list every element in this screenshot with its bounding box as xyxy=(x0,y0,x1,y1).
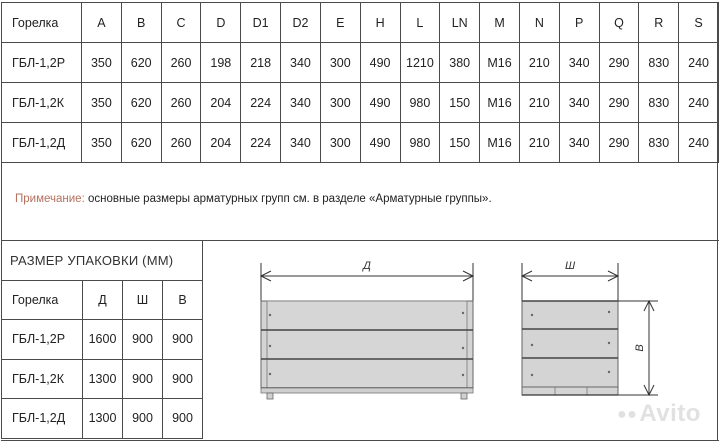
header-cell: N xyxy=(519,3,559,43)
value-cell: M16 xyxy=(480,43,520,83)
value-cell: 980 xyxy=(400,123,440,163)
value-cell: 1600 xyxy=(83,320,123,360)
value-cell: 620 xyxy=(121,83,161,123)
value-cell: 218 xyxy=(241,43,281,83)
value-cell: 830 xyxy=(639,43,679,83)
value-cell: 240 xyxy=(679,43,719,83)
packaging-table xyxy=(1,240,203,439)
value-cell: 290 xyxy=(599,43,639,83)
value-cell: 300 xyxy=(320,123,360,163)
value-cell: 900 xyxy=(163,359,203,399)
value-cell: 260 xyxy=(161,83,201,123)
header-cell: D1 xyxy=(241,3,281,43)
value-cell: 350 xyxy=(82,123,122,163)
value-cell: 340 xyxy=(559,43,599,83)
table-header-row xyxy=(2,3,719,43)
value-cell: 1300 xyxy=(83,359,123,399)
value-cell: 240 xyxy=(679,83,719,123)
header-cell: Горелка xyxy=(2,3,82,43)
header-cell: P xyxy=(559,3,599,43)
model-cell: ГБЛ-1,2К xyxy=(2,83,82,123)
height-dimension-label: В xyxy=(634,344,646,352)
watermark-text: Avito xyxy=(639,400,701,427)
value-cell: 900 xyxy=(123,399,163,439)
value-cell: 620 xyxy=(121,43,161,83)
value-cell: 224 xyxy=(241,83,281,123)
value-cell: 830 xyxy=(639,83,679,123)
model-cell: ГБЛ-1,2Д xyxy=(2,123,82,163)
table-row xyxy=(2,359,203,399)
note-body: основные размеры арматурных групп см. в разделе «Арматурные группы». xyxy=(84,193,492,205)
length-dimension-label: Д xyxy=(363,260,371,272)
avito-watermark xyxy=(617,400,701,428)
table-row xyxy=(2,123,719,163)
note-label: Примечание: xyxy=(15,193,85,205)
model-cell: ГБЛ-1,2Р xyxy=(2,43,82,83)
value-cell: 350 xyxy=(82,43,122,83)
value-cell: 150 xyxy=(440,83,480,123)
value-cell: 150 xyxy=(440,123,480,163)
value-cell: 204 xyxy=(201,123,241,163)
header-cell: Ш xyxy=(123,280,163,320)
note-frame-left xyxy=(1,162,2,242)
header-cell: C xyxy=(161,3,201,43)
value-cell: 260 xyxy=(161,123,201,163)
value-cell: 340 xyxy=(281,123,321,163)
value-cell: 900 xyxy=(163,320,203,360)
value-cell: 240 xyxy=(679,123,719,163)
model-cell: ГБЛ-1,2Д xyxy=(2,399,83,439)
header-cell: В xyxy=(163,280,203,320)
value-cell: 340 xyxy=(559,123,599,163)
value-cell: 490 xyxy=(360,123,400,163)
value-cell: 620 xyxy=(121,123,161,163)
header-cell: A xyxy=(82,3,122,43)
value-cell: M16 xyxy=(480,123,520,163)
avito-logo-icon: ●● xyxy=(617,406,638,423)
header-cell: R xyxy=(639,3,679,43)
value-cell: 350 xyxy=(82,83,122,123)
value-cell: 290 xyxy=(599,123,639,163)
note-text xyxy=(15,193,492,205)
header-cell: E xyxy=(320,3,360,43)
value-cell: 1300 xyxy=(83,399,123,439)
width-dimension-label: Ш xyxy=(564,260,576,272)
header-cell: Горелка xyxy=(2,280,83,320)
model-cell: ГБЛ-1,2Р xyxy=(2,320,83,360)
header-cell: D xyxy=(201,3,241,43)
value-cell: 198 xyxy=(201,43,241,83)
value-cell: 210 xyxy=(519,43,559,83)
value-cell: 830 xyxy=(639,123,679,163)
value-cell: 290 xyxy=(599,83,639,123)
header-cell: B xyxy=(121,3,161,43)
value-cell: 300 xyxy=(320,83,360,123)
header-cell: Q xyxy=(599,3,639,43)
header-cell: D2 xyxy=(281,3,321,43)
value-cell: 980 xyxy=(400,83,440,123)
value-cell: 900 xyxy=(163,399,203,439)
value-cell: 260 xyxy=(161,43,201,83)
table-header-row xyxy=(2,280,203,320)
value-cell: 210 xyxy=(519,83,559,123)
value-cell: 300 xyxy=(320,43,360,83)
header-cell: M xyxy=(480,3,520,43)
model-cell: ГБЛ-1,2К xyxy=(2,359,83,399)
dimensions-table xyxy=(1,2,719,163)
header-cell: H xyxy=(360,3,400,43)
header-cell: L xyxy=(400,3,440,43)
table-row xyxy=(2,320,203,360)
value-cell: 490 xyxy=(360,83,400,123)
header-cell: S xyxy=(679,3,719,43)
value-cell: 204 xyxy=(201,83,241,123)
value-cell: 224 xyxy=(241,123,281,163)
value-cell: 490 xyxy=(360,43,400,83)
header-cell: Д xyxy=(83,280,123,320)
crate-front-view-diagram xyxy=(255,255,485,415)
value-cell: 900 xyxy=(123,359,163,399)
table-row xyxy=(2,43,719,83)
packaging-title-row xyxy=(2,241,203,281)
packaging-title: РАЗМЕР УПАКОВКИ (ММ) xyxy=(2,241,203,281)
value-cell: 1210 xyxy=(400,43,440,83)
header-cell: LN xyxy=(440,3,480,43)
table-row xyxy=(2,399,203,439)
value-cell: 340 xyxy=(559,83,599,123)
value-cell: 340 xyxy=(281,43,321,83)
value-cell: M16 xyxy=(480,83,520,123)
value-cell: 340 xyxy=(281,83,321,123)
value-cell: 900 xyxy=(123,320,163,360)
frame-right-border xyxy=(717,2,718,441)
table-row xyxy=(2,83,719,123)
value-cell: 380 xyxy=(440,43,480,83)
frame-bottom-border xyxy=(1,440,719,441)
value-cell: 210 xyxy=(519,123,559,163)
